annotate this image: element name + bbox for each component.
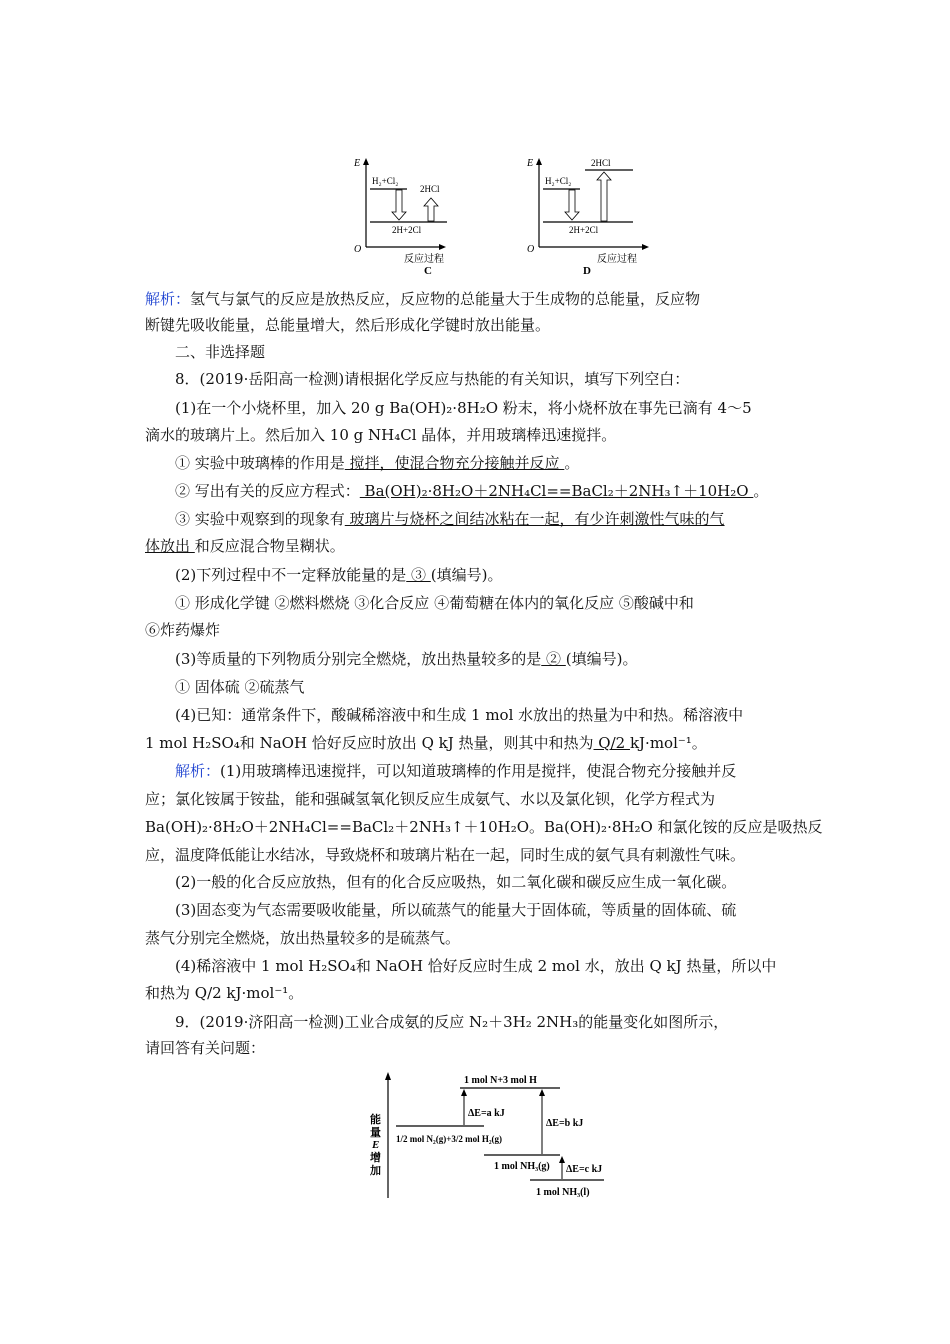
level-right: 2HCl	[420, 184, 440, 194]
level-bottom: 2H+2Cl	[392, 225, 422, 235]
level-bottom: 2H+2Cl	[569, 225, 599, 235]
analysis2-line-9: 和热为 Q/2 kJ·mol⁻¹。	[145, 984, 304, 1002]
question-8: 8．(2019·岳阳高一检测)请根据化学反应与热能的有关知识，填写下列空白：	[175, 370, 690, 388]
q8-sub3: ③ 实验中观察到的现象有 玻璃片与烧杯之间结冰粘在一起，有少许刺激性气味的气	[175, 510, 725, 528]
level-left: H₂+Cl₂	[545, 176, 572, 186]
q8-part4-cont: 1 mol H₂SO₄和 NaOH 恰好反应时放出 Q kJ 热量，则其中和热为 Q/2 kJ·mol⁻¹。	[145, 734, 707, 752]
delta-b: ΔE=b kJ	[546, 1118, 584, 1129]
level-top: 2HCl	[591, 158, 611, 168]
delta-a: ΔE=a kJ	[468, 1108, 505, 1119]
q8-part1: (1)在一个小烧杯里，加入 20 g Ba(OH)₂·8H₂O 粉末，将小烧杯放在事先已滴有 4～5	[175, 399, 752, 417]
q8-part2: (2)下列过程中不一定释放能量的是 ③ (填编号)。	[175, 566, 503, 584]
question-9-cont: 请回答有关问题：	[145, 1039, 266, 1057]
axis-o: O	[354, 244, 362, 255]
analysis2-line-7: 蒸气分别完全燃烧，放出热量较多的是硫蒸气。	[145, 929, 461, 947]
analysis2-line-6: (3)固态变为气态需要吸收能量，所以硫蒸气的能量大于固体硫，等质量的固体硫、硫	[175, 901, 737, 919]
q8-part2-options-cont: ⑥炸药爆炸	[145, 621, 221, 639]
axis-e: E	[527, 158, 534, 169]
level-top: 1 mol N+3 mol H	[464, 1075, 537, 1086]
level-top: H₂+Cl₂	[372, 176, 399, 186]
q8-sub2: ② 写出有关的反应方程式： Ba(OH)₂·8H₂O＋2NH₄Cl==BaCl₂＋2NH₃↑＋10H₂O 。	[175, 482, 769, 500]
q8-part4: (4)已知：通常条件下，酸碱稀溶液中和生成 1 mol 水放出的热量为中和热。稀溶液中	[175, 706, 744, 724]
axis-e: E	[354, 158, 361, 169]
analysis2-line-3: Ba(OH)₂·8H₂O＋2NH₄Cl==BaCl₂＋2NH₃↑＋10H₂O。Ba(OH)₂·8H₂O 和氯化铵的反应是吸热反	[145, 818, 823, 836]
analysis-line-1: 解析：氢气与氯气的反应是放热反应，反应物的总能量大于生成物的总能量，反应物	[145, 290, 701, 308]
analysis-line-2: 断键先吸收能量，总能量增大，然后形成化学键时放出能量。	[145, 316, 551, 334]
level-left: 1/2 mol N₂(g)+3/2 mol H₂(g)	[396, 1134, 503, 1144]
caption-d: D	[583, 265, 591, 277]
analysis2-line-4: 应，温度降低能让水结冰，导致烧杯和玻璃片粘在一起，同时生成的氨气具有刺激性气味。	[145, 846, 746, 864]
axis-o: O	[527, 244, 535, 255]
x-label: 反应过程	[404, 254, 444, 265]
diagram-c	[352, 152, 452, 277]
level-low: 1 mol NH₃(l)	[536, 1187, 590, 1198]
analysis2-line-8: (4)稀溶液中 1 mol H₂SO₄和 NaOH 恰好反应时生成 2 mol 水，放出 Q kJ 热量，所以中	[175, 957, 777, 975]
diagram-nh3	[364, 1068, 624, 1200]
q8-part3: (3)等质量的下列物质分别完全燃烧，放出热量较多的是 ② (填编号)。	[175, 650, 638, 668]
q8-part3-options: ① 固体硫 ②硫蒸气	[175, 678, 305, 696]
analysis2-line-5: (2)一般的化合反应放热，但有的化合反应吸热，如二氧化碳和碳反应生成一氧化碳。	[175, 873, 737, 891]
diagram-d	[525, 152, 660, 277]
analysis2-line-1: 解析：(1)用玻璃棒迅速搅拌，可以知道玻璃棒的作用是搅拌，使混合物充分接触并反	[175, 762, 737, 780]
axis-label: 能量 E 增加	[370, 1114, 381, 1177]
analysis2-line-2: 应；氯化铵属于铵盐，能和强碱氢氧化钡反应生成氨气、水以及氯化钡，化学方程式为	[145, 790, 716, 808]
q8-part1-cont: 滴水的玻璃片上。然后加入 10 g NH₄Cl 晶体，并用玻璃棒迅速搅拌。	[145, 426, 617, 444]
x-label: 反应过程	[597, 254, 637, 265]
caption-c: C	[424, 265, 432, 277]
q8-sub3-cont: 体放出 和反应混合物呈糊状。	[145, 537, 345, 555]
section-heading: 二、非选择题	[175, 343, 266, 361]
question-9: 9．(2019·济阳高一检测)工业合成氨的反应 N₂＋3H₂ 2NH₃的能量变化如图所示，	[175, 1013, 729, 1031]
level-mid: 1 mol NH₃(g)	[494, 1161, 550, 1172]
delta-c: ΔE=c kJ	[566, 1164, 603, 1175]
q8-part2-options: ① 形成化学键 ②燃料燃烧 ③化合反应 ④葡萄糖在体内的氧化反应 ⑤酸碱中和	[175, 594, 694, 612]
q8-sub1: ① 实验中玻璃棒的作用是 搅拌，使混合物充分接触并反应 。	[175, 454, 580, 472]
